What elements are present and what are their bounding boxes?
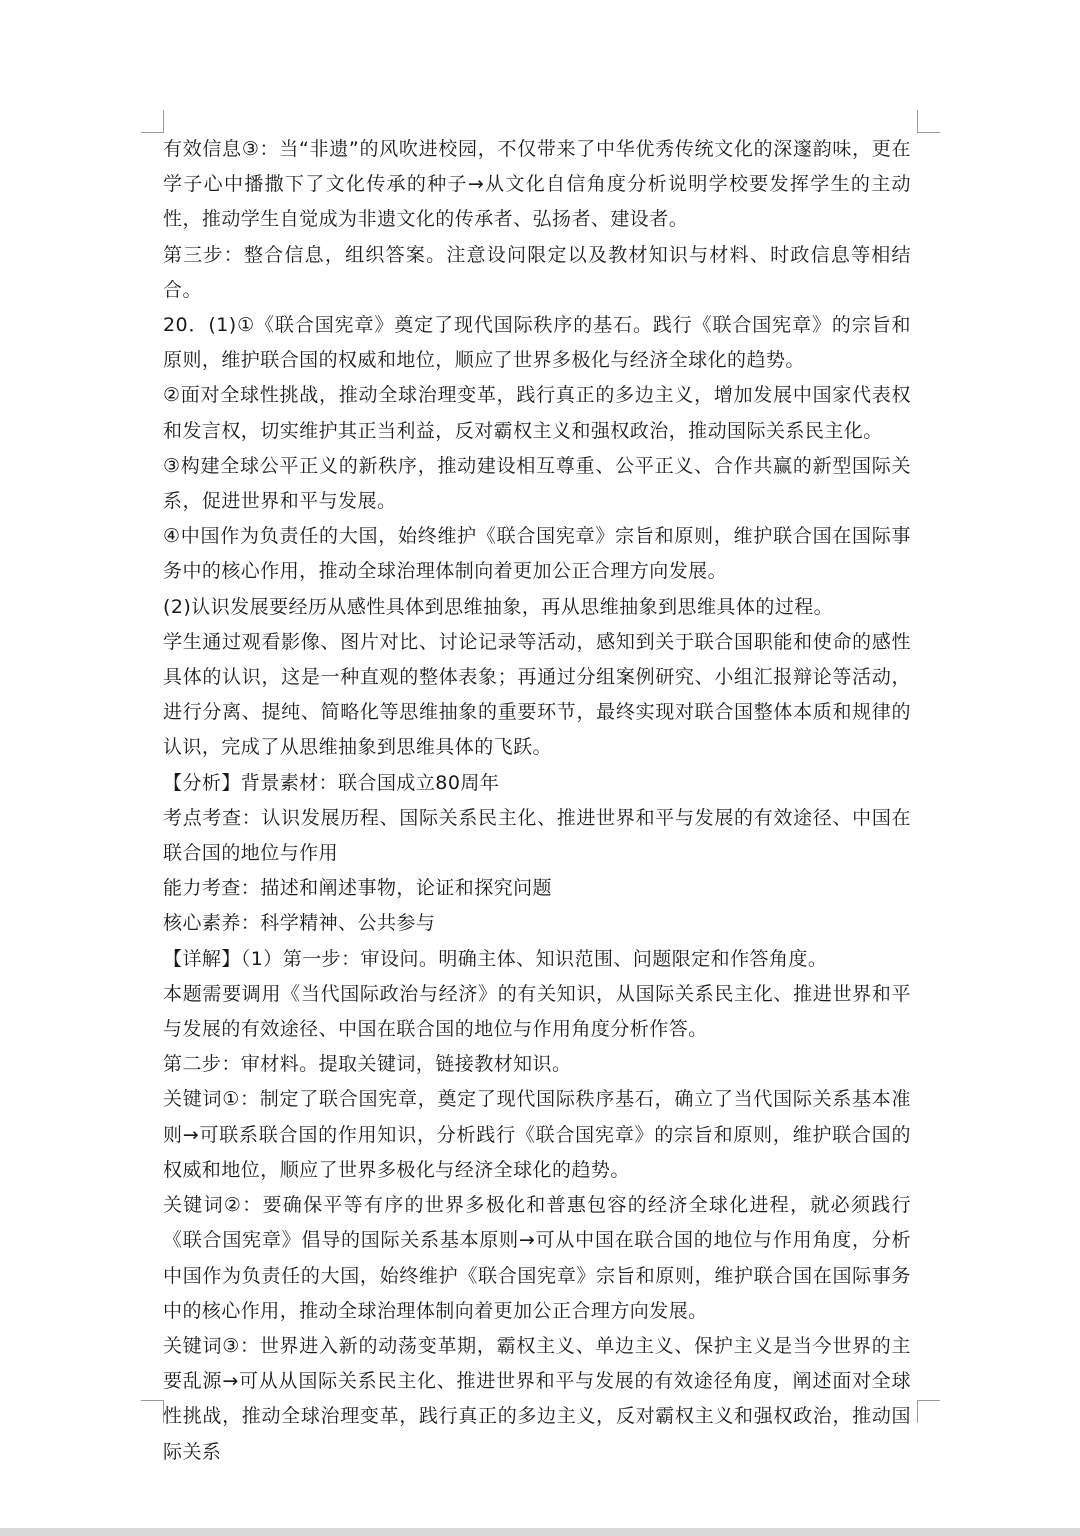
paragraph-answer-20-2-detail: 学生通过观看影像、图片对比、讨论记录等活动，感知到关于联合国职能和使命的感性具体的认识，这是一种直观的整体表象；再通过分组案例研究、小组汇报辩论等活动，进行分离、提纯、简略化等思维抽象的重要环节，最终实现对联合国整体本质和规律的认识，完成了从思维抽象到思维具体的飞跃。 bbox=[163, 630, 911, 759]
paragraph-analysis-background: 【分析】背景素材：联合国成立80周年 bbox=[163, 771, 500, 794]
paragraph-analysis-literacy: 核心素养：科学精神、公共参与 bbox=[163, 912, 436, 935]
corner-mark-top-left bbox=[141, 110, 164, 133]
paragraph-answer-20-1-b: ②面对全球性挑战，推动全球治理变革，践行真正的多边主义，增加发展中国家代表权和发言权，切实维护其正当利益，反对霸权主义和强权政治，推动国际关系民主化。 bbox=[163, 384, 911, 442]
paragraph-answer-20-2: (2)认识发展要经历从感性具体到思维抽象，再从思维抽象到思维具体的过程。 bbox=[163, 595, 834, 618]
paragraph-keyword-1: 关键词①：制定了联合国宪章，奠定了现代国际秩序基石，确立了当代国际关系基本准则→可联系联合国的作用知识，分析践行《联合国宪章》的宗旨和原则，维护联合国的权威和地位，顺应了世界多极化与经济全球化的趋势。 bbox=[163, 1088, 911, 1181]
corner-mark-bottom-left bbox=[141, 1400, 164, 1423]
paragraph-keyword-3: 关键词③：世界进入新的动荡变革期，霸权主义、单边主义、保护主义是当今世界的主要乱源→可从从国际关系民主化、推进世界和平与发展的有效途径角度，阐述面对全球性挑战，推动全球治理变革，践行真正的多边主义，反对霸权主义和强权政治，推动国际关系 bbox=[163, 1334, 911, 1463]
corner-mark-top-right bbox=[917, 110, 940, 133]
document-body bbox=[163, 132, 911, 1463]
paragraph-info-3: 有效信息③：当“非遗”的风吹进校园，不仅带来了中华优秀传统文化的深邃韵味，更在学子心中播撒下了文化传承的种子→从文化自信角度分析说明学校要发挥学生的主动性，推动学生自觉成为非遗文化的传承者、弘扬者、建设者。 bbox=[163, 138, 911, 231]
corner-mark-bottom-right bbox=[917, 1400, 940, 1423]
paragraph-detail-scope: 本题需要调用《当代国际政治与经济》的有关知识，从国际关系民主化、推进世界和平与发展的有效途径、中国在联合国的地位与作用角度分析作答。 bbox=[163, 982, 911, 1041]
paragraph-analysis-ability: 能力考查：描述和阐述事物，论证和探究问题 bbox=[163, 877, 553, 900]
paragraph-step-3: 第三步：整合信息，组织答案。注意设问限定以及教材知识与材料、时政信息等相结合。 bbox=[163, 243, 911, 301]
page-bottom-edge bbox=[0, 1528, 1080, 1536]
paragraph-detail-step-2: 第二步：审材料。提取关键词，链接教材知识。 bbox=[163, 1053, 572, 1076]
paragraph-analysis-points: 考点考查：认识发展历程、国际关系民主化、推进世界和平与发展的有效途径、中国在联合国的地位与作用 bbox=[163, 806, 911, 865]
paragraph-answer-20-1-a: 20．(1)①《联合国宪章》奠定了现代国际秩序的基石。践行《联合国宪章》的宗旨和原则，维护联合国的权威和地位，顺应了世界多极化与经济全球化的趋势。 bbox=[163, 314, 911, 372]
paragraph-detail-step-1: 【详解】（1）第一步：审设问。明确主体、知识范围、问题限定和作答角度。 bbox=[163, 947, 828, 970]
paragraph-answer-20-1-c: ③构建全球公平正义的新秩序，推动建设相互尊重、公平正义、合作共赢的新型国际关系，促进世界和平与发展。 bbox=[163, 454, 911, 513]
paragraph-keyword-2: 关键词②：要确保平等有序的世界多极化和普惠包容的经济全球化进程，就必须践行《联合国宪章》倡导的国际关系基本原则→可从中国在联合国的地位与作用角度，分析中国作为负责任的大国，始终维护《联合国宪章》宗旨和原则，维护联合国在国际事务中的核心作用，推动全球治理体制向着更加公正合理方向发展。 bbox=[163, 1194, 911, 1322]
paragraph-answer-20-1-d: ④中国作为负责任的大国，始终维护《联合国宪章》宗旨和原则，维护联合国在国际事务中的核心作用，推动全球治理体制向着更加公正合理方向发展。 bbox=[163, 525, 911, 583]
